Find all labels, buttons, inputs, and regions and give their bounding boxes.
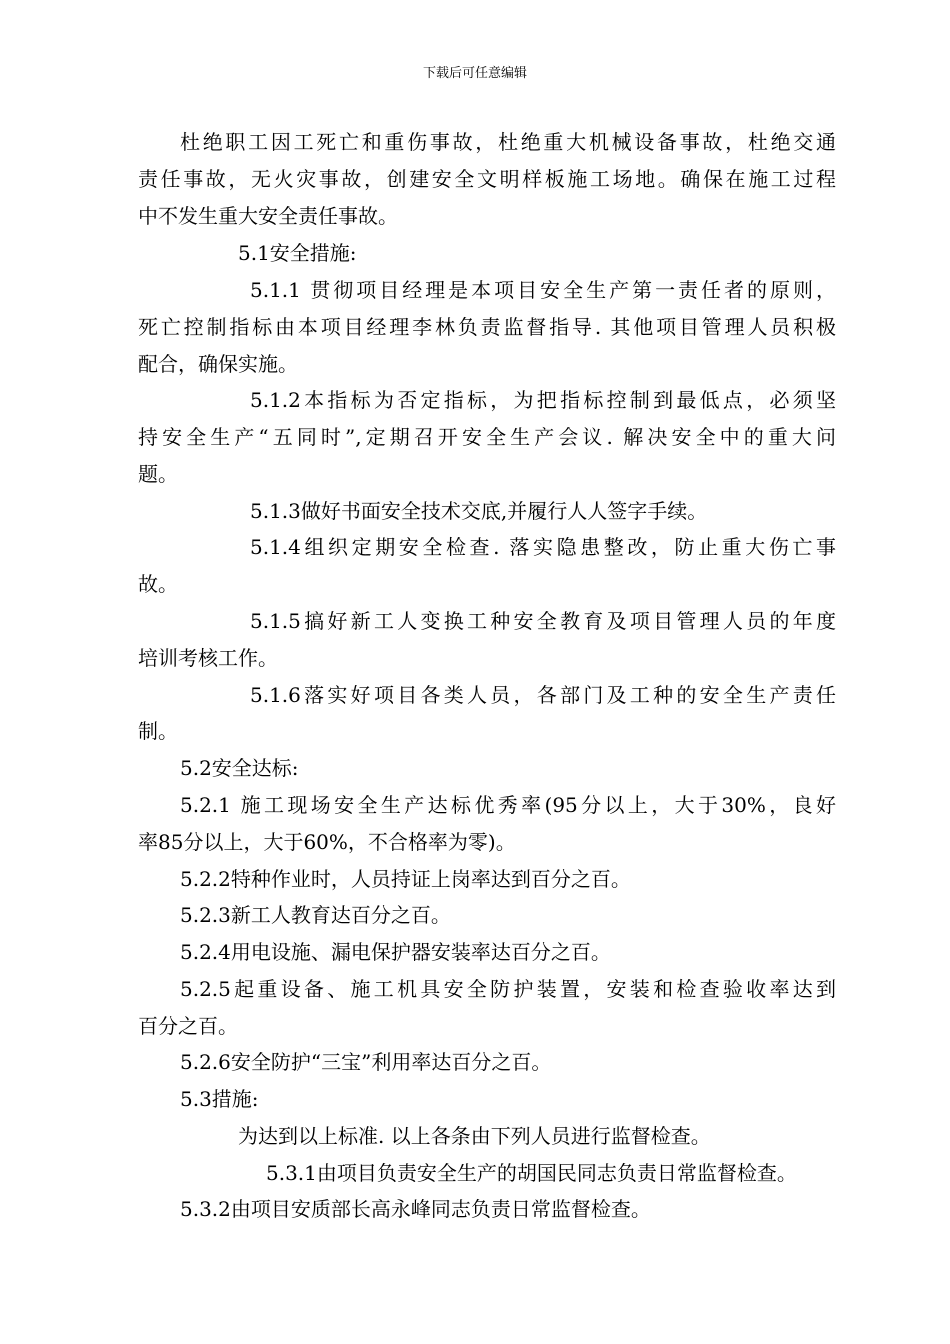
paragraph-line: 5.1.4组织定期安全检查. 落实隐患整改，防止重大伤亡事 [250, 535, 836, 559]
paragraph-line: 责任事故，无火灾事故，创建安全文明样板施工场地。确保在施工过程 [138, 167, 836, 191]
paragraph-line: 题。 [138, 462, 178, 486]
paragraph-line: 中不发生重大安全责任事故。 [138, 204, 398, 228]
paragraph-line: 为达到以上标准. 以上各条由下列人员进行监督检查。 [238, 1124, 711, 1148]
paragraph-line: 死亡控制指标由本项目经理李林负责监督指导. 其他项目管理人员积极 [138, 315, 836, 339]
paragraph-line: 配合，确保实施。 [138, 352, 298, 376]
paragraph-line: 持安全生产“五同时”,定期召开安全生产会议. 解决安全中的重大问 [138, 425, 836, 449]
paragraph-line: 制。 [138, 719, 178, 743]
paragraph-line: 5.2.4用电设施、漏电保护器安装率达百分之百。 [180, 940, 611, 964]
section-heading: 5.2安全达标: [180, 756, 299, 780]
paragraph-line: 杜绝职工因工死亡和重伤事故，杜绝重大机械设备事故，杜绝交通 [180, 130, 836, 154]
paragraph-line: 5.2.2特种作业时，人员持证上岗率达到百分之百。 [180, 867, 631, 891]
paragraph-line: 5.1.1 贯彻项目经理是本项目安全生产第一责任者的原则， [250, 278, 836, 302]
paragraph-line: 5.2.3新工人教育达百分之百。 [180, 903, 451, 927]
paragraph-line: 5.3.2由项目安质部长高永峰同志负责日常监督检查。 [180, 1197, 651, 1221]
section-heading: 5.3措施: [180, 1087, 259, 1111]
paragraph-line: 5.1.2本指标为否定指标，为把指标控制到最低点，必须坚 [250, 388, 836, 412]
paragraph-line: 率85分以上，大于60%，不合格率为零)。 [138, 830, 516, 854]
paragraph-line: 5.1.5搞好新工人变换工种安全教育及项目管理人员的年度 [250, 609, 836, 633]
paragraph-line: 5.2.1 施工现场安全生产达标优秀率(95分以上，大于30%，良好 [180, 793, 836, 817]
paragraph-line: 故。 [138, 572, 178, 596]
paragraph-line: 百分之百。 [138, 1014, 238, 1038]
section-heading: 5.1安全措施: [238, 241, 357, 265]
paragraph-line: 5.3.1由项目负责安全生产的胡国民同志负责日常监督检查。 [266, 1161, 797, 1185]
paragraph-line: 5.1.6落实好项目各类人员，各部门及工种的安全生产责任 [250, 683, 836, 707]
paragraph-line: 5.2.5起重设备、施工机具安全防护装置，安装和检查验收率达到 [180, 977, 836, 1001]
page-header: 下载后可任意编辑 [422, 66, 527, 81]
paragraph-line: 培训考核工作。 [138, 646, 278, 670]
paragraph-line: 5.1.3做好书面安全技术交底,并履行人人签字手续。 [250, 499, 708, 523]
paragraph-line: 5.2.6安全防护“三宝”利用率达百分之百。 [180, 1050, 552, 1074]
